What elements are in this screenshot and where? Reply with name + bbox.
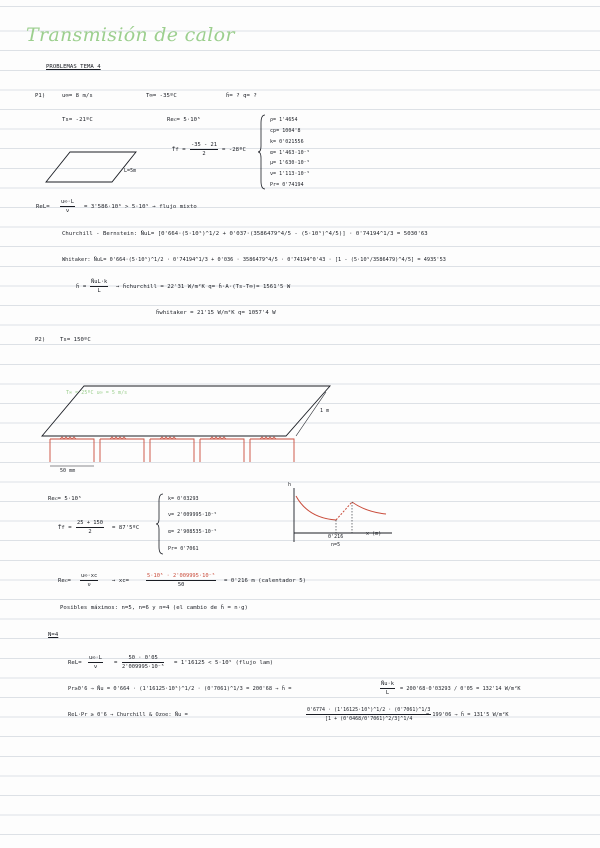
p2-xc-value-fraction — [146, 573, 216, 588]
p2-churchill-ozoe-result: = 199'06 → h̄ = 131'5 W/m²K — [426, 712, 509, 718]
p2-n4-reynolds-equals: = — [114, 660, 118, 666]
p2-graph-x-tick-value: 0'216 — [328, 534, 344, 540]
p2-prop-nu: ν= 2'009995·10⁻⁵ — [168, 512, 217, 518]
p1-reynolds-denominator: ν — [65, 208, 70, 214]
page-title: Transmisión de calor — [26, 24, 235, 46]
p1-prop-pr: Pr= 0'74194 — [270, 182, 304, 188]
p2-n4-h-fraction — [380, 681, 395, 696]
p1-plate-length: L=5m — [124, 168, 137, 174]
p2-churchill-ozoe-fraction — [306, 707, 431, 722]
p1-unknowns: h̄= ? q= ? — [226, 93, 257, 99]
p1-whitaker-equation: Whitaker: N̄uL= 0'664·(5·10⁵)^1/2 · 0'74194^1/3 + 0'036 · 3586479^4/5 · 0'74194^0'43 · [1 - (5·10⁵/3586479)^4/5] = 4935'53 — [62, 257, 446, 263]
p2-properties-brace — [156, 494, 164, 554]
p1-prop-k: k= 0'021556 — [270, 139, 304, 145]
p2-xc-value-denominator: 50 — [177, 582, 185, 588]
p1-reynolds-fraction — [60, 199, 75, 214]
p2-xc-reynolds-fraction — [80, 573, 98, 588]
p1-hbar-denominator: L — [97, 288, 101, 294]
p1-surface-temp: Ts= -21ºC — [62, 117, 93, 123]
p2-film-temp-fraction — [76, 520, 104, 535]
p2-film-temp-lhs: T̄f = — [58, 525, 72, 531]
p2-xc-reynolds-lhs: Reᴄ= — [58, 578, 71, 584]
p2-graph-x-tick-n: n=5 — [331, 542, 341, 548]
p1-reynolds-lhs: ReL= — [36, 204, 50, 210]
p1-given-velocity: u∞= 8 m/s — [62, 93, 93, 99]
p2-prop-k: k= 0'03293 — [168, 496, 199, 502]
p2-n4-heading: N=4 — [48, 632, 59, 638]
p1-prop-nu: ν= 1'113·10⁻⁵ — [270, 171, 310, 177]
p2-churchill-ozoe-numerator: 0'6774 · (1'16125·10⁵)^1/2 · (0'7061)^1/3 — [307, 707, 431, 713]
p1-reynolds-numerator: u∞·L — [61, 199, 74, 205]
p1-given-temperature: T∞= -35ºC — [146, 93, 177, 99]
p2-n4-h-result: = 200'68·0'03293 / 0'05 = 132'14 W/m²K — [400, 686, 521, 692]
p2-label: P2) — [35, 337, 46, 343]
p2-n4-reynolds-denominator1: ν — [93, 664, 98, 670]
p2-n4-reynolds-numerator2: 50 · 0'05 — [122, 655, 164, 663]
p2-graph-y-label: h — [288, 482, 292, 488]
p1-film-temp-lhs: T̄f = — [172, 147, 186, 153]
p2-xc-arrow: → xc= — [112, 578, 130, 584]
p2-film-temp-denominator: 2 — [88, 529, 92, 535]
p2-free-stream-label: T∞ = 25ºC u∞ = 5 m/s — [66, 390, 128, 396]
p2-plate-length-label: 1 m — [320, 408, 330, 414]
p2-xc-result: = 0'216 m (calentador 5) — [224, 578, 307, 584]
p2-prop-pr: Pr= 0'7061 — [168, 546, 199, 552]
p1-prop-alpha: α= 1'463·10⁻⁵ — [270, 150, 310, 156]
p1-churchill-equation: Churchill - Bernstein: N̄uL= [0'664·(5·10⁵)^1/2 + 0'037·(3586479^4/5 - (5·10⁵)^4/5)] · 0'74194^1/3 = 5030'63 — [62, 231, 428, 237]
p2-n4-reynolds-denominator2: 2'009995·10⁻⁵ — [122, 664, 165, 670]
p1-critical-reynolds: Reᴄ= 5·10⁵ — [167, 117, 201, 123]
p2-n4-nusselt-laminar: Pr≥0'6 → N̄u = 0'664 · (1'16125·10⁵)^1/2 · (0'7061)^1/3 = 200'68 → h̄ = — [68, 686, 292, 692]
p2-n4-h-denominator: L — [385, 690, 390, 696]
p2-churchill-ozoe-denominator: [1 + (0'0468/0'7061)^2/3]^1/4 — [325, 716, 413, 722]
p1-hbar-result: → h̄churchill = 22'31 W/m²K q= h̄·A·(Ts-T∞)= 1561'5 W — [116, 284, 291, 290]
p1-film-temp-rhs: = -28ºC — [222, 147, 246, 153]
p1-film-temp-numerator: -35 - 21 — [191, 142, 217, 148]
p1-whitaker-result: h̄whitaker = 21'15 W/m²K q= 1057'4 W — [156, 310, 276, 316]
p2-n4-reynolds-numerator1: u∞·L — [89, 655, 102, 661]
p2-n4-h-numerator: N̄u·k — [381, 681, 394, 687]
p2-n4-reynolds-fraction2 — [122, 655, 164, 670]
p1-hbar-fraction — [90, 279, 108, 294]
p1-film-temp-fraction — [190, 142, 218, 157]
p1-prop-cp: cp= 1004'8 — [270, 128, 301, 134]
p1-reynolds-rhs: = 3'586·10⁶ > 5·10⁵ → flujo mixto — [84, 204, 197, 210]
p1-label: P1) — [35, 93, 46, 99]
p2-possible-maxima: Posibles máximos: n=5, n=6 y n=4 (el cambio de h̄ = n·g) — [60, 605, 248, 611]
p2-heater-width-label: 50 mm — [60, 468, 76, 474]
p2-film-temp-rhs: = 87'5ºC — [112, 525, 140, 531]
p2-graph-x-label: x (m) — [366, 531, 382, 537]
p2-surface-temp: Ts= 150ºC — [60, 337, 91, 343]
p1-hbar-numerator: N̄uL·k — [91, 279, 108, 285]
p2-n4-reynolds-lhs: ReL= — [68, 660, 82, 666]
section-heading: PROBLEMAS TEMA 4 — [46, 64, 101, 70]
p2-xc-denominator: ν — [87, 582, 91, 588]
p1-prop-mu: μ= 1'630·10⁻⁵ — [270, 160, 310, 166]
p2-n4-reynolds-fraction1 — [88, 655, 103, 670]
p2-film-temp-numerator: 25 + 150 — [77, 520, 103, 526]
p2-churchill-ozoe-label: ReL·Pr ≥ 0'6 → Churchill & Ozoe: N̄u = — [68, 712, 188, 718]
p2-n4-reynolds-result: = 1'16125 < 5·10⁵ (flujo lam) — [174, 660, 274, 666]
p2-prop-alpha: α= 2'908535·10⁻⁵ — [168, 529, 217, 535]
p1-prop-density: ρ= 1'4654 — [270, 117, 298, 123]
p2-xc-numerator: u∞·xc — [81, 573, 98, 579]
p2-xc-value-numerator: 5·10⁵ · 2'009995·10⁻⁵ — [147, 573, 216, 579]
p1-properties-brace — [258, 115, 266, 189]
p1-hbar-lhs: h̄ = — [76, 284, 87, 290]
p2-critical-reynolds: Reᴄ= 5·10⁵ — [48, 496, 82, 502]
p1-film-temp-denominator: 2 — [202, 151, 206, 157]
